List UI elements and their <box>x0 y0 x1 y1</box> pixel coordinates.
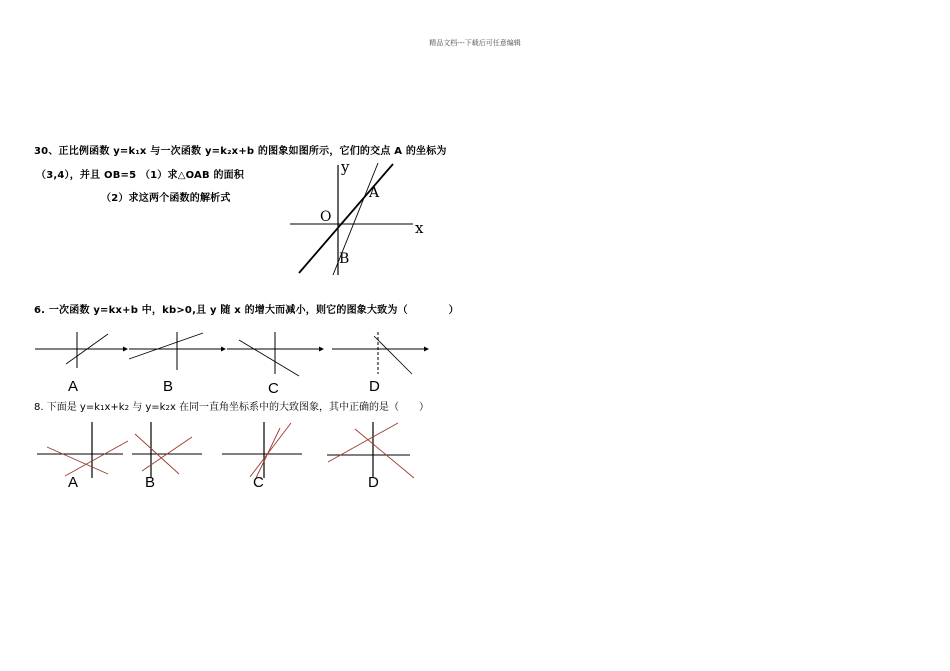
q8-text: 8. 下面是 y=k1x+k2 与 y=k2x 在同一直角坐标系中的大致图象，其中正确的是（ ） <box>34 402 430 413</box>
q6-option-c[interactable]: C <box>268 380 279 397</box>
q30-line3: （2）求这两个函数的解析式 <box>101 193 231 204</box>
label-y: y <box>341 158 350 176</box>
q6-option-d[interactable]: D <box>369 378 380 395</box>
q6-option-b[interactable]: B <box>163 378 174 395</box>
q6-text: 6. 一次函数 y=kx+b 中，kb>0,且 y 随 x 的增大而减小，则它的图象大致为（ ） <box>34 305 459 316</box>
q8-option-c[interactable]: C <box>253 474 264 491</box>
page-header: 精品文档---下载后可任意编辑 <box>429 39 521 47</box>
q8-option-d-graph <box>325 420 420 480</box>
q6-option-d-graph <box>330 328 430 388</box>
q6-option-c-graph <box>225 328 325 388</box>
q30-figure <box>285 155 435 275</box>
q30-line2: （3,4），并且 OB=5 （1）求△OAB 的面积 <box>36 170 245 181</box>
q8-option-b-graph <box>130 420 210 480</box>
q6-option-b-graph <box>127 328 227 388</box>
label-o: O <box>320 209 332 225</box>
q8-option-b[interactable]: B <box>145 474 156 491</box>
q6-option-a[interactable]: A <box>68 378 79 395</box>
q8-option-a-graph <box>35 420 130 480</box>
q8-option-c-graph <box>220 420 310 480</box>
q6-option-a-graph <box>33 328 128 388</box>
label-b: B <box>339 251 350 267</box>
label-x: x <box>415 219 424 237</box>
q30-line1: 30、正比例函数 y=k₁x 与一次函数 y=k₂x+b 的图象如图所示，它们的交点 A 的坐标为 <box>34 146 447 157</box>
q8-option-a[interactable]: A <box>68 474 79 491</box>
label-a: A <box>369 185 380 201</box>
q8-option-d[interactable]: D <box>368 474 379 491</box>
